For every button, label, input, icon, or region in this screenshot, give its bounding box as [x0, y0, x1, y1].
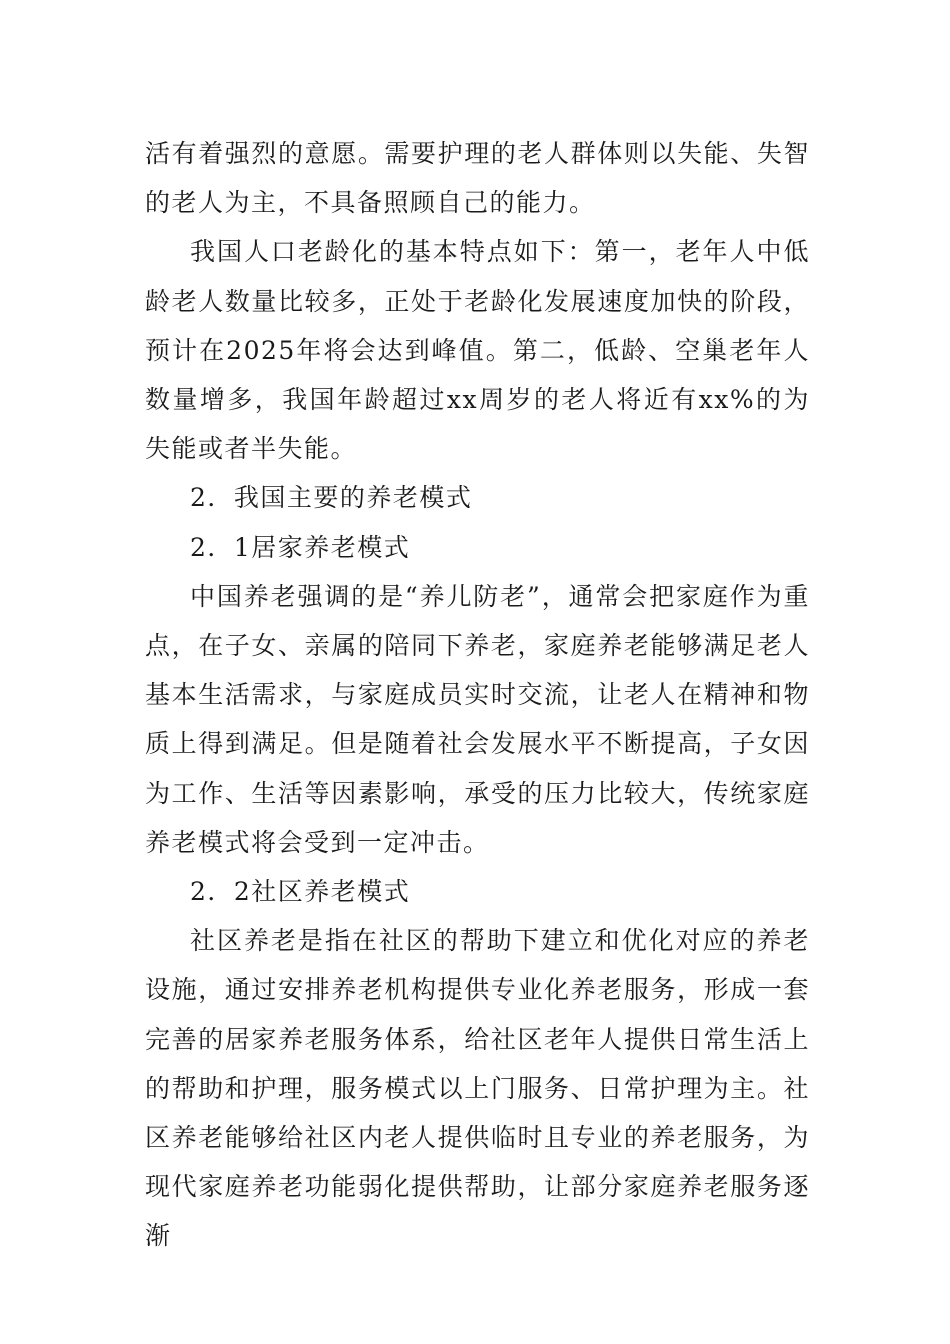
paragraph-home-care: 中国养老强调的是“养儿防老”，通常会把家庭作为重点，在子女、亲属的陪同下养老，家庭养老能够满足老人基本生活需求，与家庭成员实时交流，让老人在精神和物质上得到满足。但是随着社会发展水平不断提高，子女因为工作、生活等因素影响，承受的压力比较大，传统家庭养老模式将会受到一定冲击。 — [145, 581, 810, 857]
paragraph-aging-features: 我国人口老龄化的基本特点如下：第一，老年人中低龄老人数量比较多，正处于老龄化发展速度加快的阶段，预计在2025年将会达到峰值。第二，低龄、空巢老年人数量增多，我国年龄超过xx周岁的老人将近有xx%的为失能或者半失能。 — [145, 237, 810, 464]
paragraph-community-care: 社区养老是指在社区的帮助下建立和优化对应的养老设施，通过安排养老机构提供专业化养老服务，形成一套完善的居家养老服务体系，给社区老年人提供日常生活上的帮助和护理，服务模式以上门服务、日常护理为主。社区养老能够给社区内老人提供临时且专业的养老服务，为现代家庭养老功能弱化提供帮助，让部分家庭养老服务逐渐 — [145, 926, 810, 1251]
subsection-heading-community-care: 2．2社区养老模式 — [190, 877, 411, 907]
section-heading-elderly-care-models: 2．我国主要的养老模式 — [190, 483, 473, 513]
subsection-heading-home-care: 2．1居家养老模式 — [190, 532, 411, 562]
paragraph-continuation: 活有着强烈的意愿。需要护理的老人群体则以失能、失智的老人为主，不具备照顾自己的能力。 — [145, 139, 810, 218]
document-body — [145, 129, 810, 1261]
